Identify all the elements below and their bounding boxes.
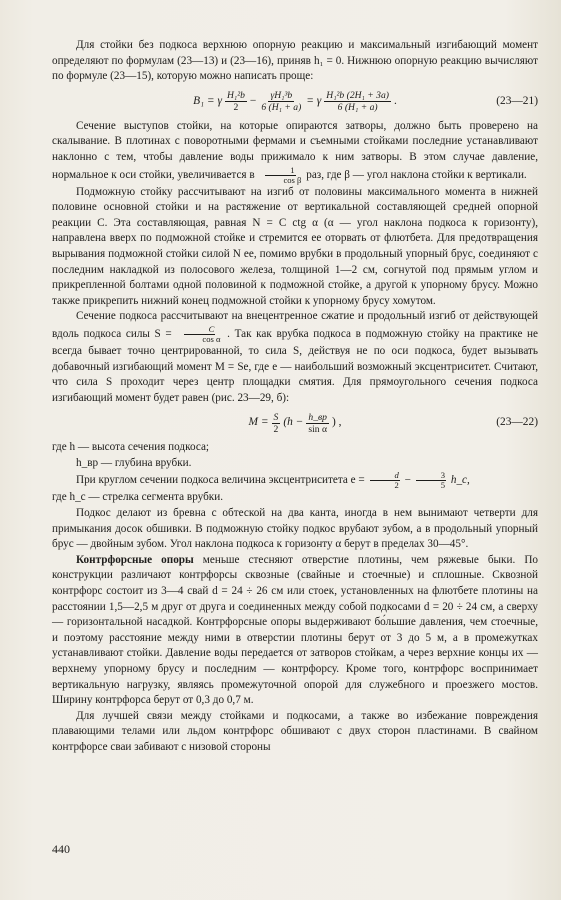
numerator: 1: [265, 166, 295, 176]
paragraph: [52, 119, 538, 185]
equation-number: (23—22): [496, 416, 538, 429]
paragraph: Для лучшей связи между стойками и подкосами, а также во избежание повреждения плавающими телами или льдом контрфорс обшивают с двух сторон пластинами. В свайном контрфорсе сваи забивают с низовой стороны: [52, 709, 538, 753]
page-number: 440: [52, 842, 70, 856]
definition-line: где h — высота сечения подкоса;: [52, 441, 210, 454]
eq-tail: .: [393, 94, 397, 107]
numerator: h_вр: [308, 411, 327, 423]
denominator: cos α: [202, 333, 221, 344]
paragraph: Подкос делают из бревна с обтеской на два канта, иногда в нем вынимают четверти для примыкания досок обшивки. В подможную стойку подкос врубают зубом, а в продольный упорный брус — двойным зубом. Угол наклона подкоса к горизонту α берут в пределах 30—45°.: [52, 507, 538, 551]
text-run: −: [404, 474, 411, 487]
numerator: 3: [416, 471, 446, 481]
paragraph: Для стойки без подкоса верхнюю опорную реакцию и максимальный изгибающий момент определяют по формулам (23—13) и (23—16), приняв h₁ = 0. Нижнюю опорную реакцию вычисляют по формуле (23—15), которую можно написать проще:: [52, 39, 538, 83]
equation-number: (23—21): [496, 94, 538, 107]
numerator: S: [273, 411, 279, 423]
text-run: Сечение подкоса рассчитывают на внецентренное сжатие и продольный изгиб от действующей вдоль подкоса силы S =: [52, 310, 538, 340]
denominator: 2: [394, 480, 399, 491]
eq-mid: (h −: [283, 416, 304, 429]
text-run: раз, где β — угол наклона стойки к вертикали.: [306, 168, 527, 181]
eq-lhs: B₁ = γ: [193, 94, 222, 107]
eq-lhs: M =: [248, 416, 269, 429]
numerator: C: [184, 325, 216, 335]
eq-equals: = γ: [306, 94, 322, 107]
denominator: 2: [233, 102, 239, 114]
text-run: . Так как врубка подкоса в подможную стойку на практике не всегда бывает точно центрированной, то сила S, действуя не по оси подкоса, будет вызывать добавочный изгибающий момент M = Se, где e — наибольший возможный эксцентриситет. Считают, что сила S проходит через центр площадки смятия. Для прямоугольного сечения подкоса изгибающий момент будет равен (рис. 23—29, б):: [52, 327, 538, 404]
fraction: [259, 90, 303, 113]
eq-minus: −: [249, 94, 257, 107]
text-run: меньше стесняют отверстие плотины, чем ряжевые быки. По конструкции различают контрфорсы сквозные (свайные и стоечные) и сплошные. Сквозной контрфорс состоит из 3—4 свай d = 24 ÷ 26 см или стоек, установленных на флютбете плотины на расстоянии 1,5—2,5 м друг от друга и соединенных между собой подкосами d = 20 ÷ 24 см, а сверху — горизонтальной насадкой. Контрфорсные опоры выдерживают бо́льшие давления, чем стоечные, и поэтому расстояние между ними в отверстии плотины берут от 3 до 5 м, а в промежутках устанавливают стойки. Давление воды передается от затворов стойкам, а через верхние концы их — верхнему упорному брусу и последним — контрфорсу. Кроме того, контрфорс воспринимает вертикальную нагрузку, являясь промежуточной опорой для служебного и проезжего мостов. Ширину контрфорса берут от 0,3 до 0,7 м.: [52, 553, 538, 707]
text-run: Сечение выступов стойки, на которые опираются затворы, должно быть проверено на скалывание. В плотинах с поворотными фермами и съемными стойками последние устанавливают наклонно с тем, чтобы давление воды прижимало к ним затворы. В этом случае давление, нормальное к оси стойки, увеличивается в: [52, 119, 538, 181]
numerator: γH₁³b: [270, 90, 293, 102]
section-heading: Контрфорсные опоры: [76, 553, 194, 566]
text-column: [52, 38, 538, 756]
inline-fraction: [416, 471, 446, 490]
paragraph: [52, 553, 538, 709]
text-run: При круглом сечении подкоса величина эксцентриситета e =: [76, 474, 365, 487]
equation-23-22: [52, 406, 538, 440]
inline-fraction: [178, 325, 220, 344]
numerator: H₁²b: [226, 90, 245, 102]
text-run: h_c,: [450, 474, 470, 487]
denominator: 6 (H₁ + a): [261, 102, 302, 114]
fraction: [272, 412, 281, 435]
denominator: cos β: [283, 174, 302, 185]
equation-23-21: [52, 85, 538, 119]
eq-tail: ) ,: [331, 416, 342, 429]
denominator: 5: [440, 480, 446, 491]
definition-line: где h_c — стрелка сегмента врубки.: [52, 491, 223, 504]
definition-line: h_вр — глубина врубки.: [76, 456, 192, 469]
denominator: 2: [273, 423, 279, 435]
denominator: 6 (H₁ + a): [337, 102, 378, 114]
paragraph: [52, 309, 538, 406]
numerator: d: [370, 471, 400, 481]
numerator: H₁²b (2H₁ + 3a): [326, 90, 389, 102]
denominator: sin α: [308, 423, 327, 435]
fraction: [324, 90, 391, 113]
inline-fraction: [370, 471, 400, 490]
fraction: [225, 90, 247, 113]
paragraph: [52, 471, 538, 490]
fraction: [306, 412, 329, 435]
paragraph: Подможную стойку рассчитывают на изгиб от половины максимального момента в нижней половине основной стойки и на растяжение от вертикальной составляющей средней опорной реакции C. Эта составляющая, равная N = C ctg α (α — угол наклона подкоса к горизонту), направлена вверх по подможной стойке и стремится ее оторвать от флютбета. Для предотвращения вырывания подможной стойки силой N ее, помимо врубки в продольный упорный брус, соединяют с последним накладкой из полосового железа, толщиной 1—2 см, согнутой под прямым углом и прикрепленной болтами одной половиной к подможной стойке, а другой к упорному брусу. Можно также прикрепить нижний конец подможной стойки к упорному брусу хомутом.: [52, 185, 538, 307]
inline-fraction: [259, 166, 301, 185]
